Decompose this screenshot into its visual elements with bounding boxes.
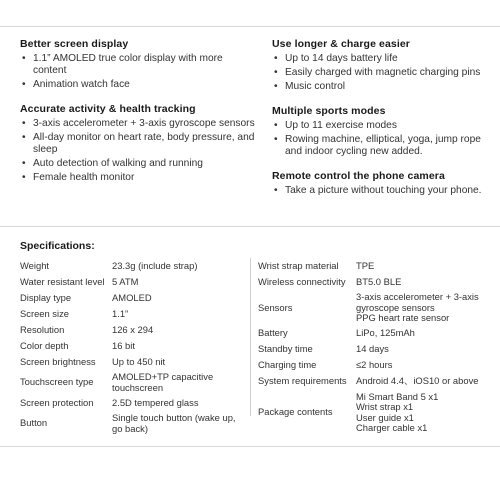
spec-row (258, 374, 494, 390)
specifications-table-right (258, 258, 494, 436)
spec-row (258, 274, 494, 290)
feature-item: • All-day monitor on heart rate, body pressure, and sleep (20, 132, 255, 156)
feature-list (20, 118, 255, 184)
spec-row (258, 390, 494, 436)
bottom-divider (0, 446, 500, 447)
feature-item: • Up to 14 days battery life (272, 53, 494, 65)
feature-item: • Auto detection of walking and running (20, 158, 255, 170)
column-divider (250, 258, 251, 416)
spec-value: Up to 450 nit (112, 355, 166, 367)
spec-value: BT5.0 BLE (356, 275, 402, 287)
spec-value: AMOLED (112, 291, 152, 303)
spec-label: Wrist strap material (258, 259, 339, 271)
spec-row (20, 370, 248, 395)
feature-item: • 3-axis accelerometer + 3-axis gyroscope sensors (20, 118, 255, 130)
spec-label: Screen brightness (20, 355, 96, 367)
spec-value: 14 days (356, 343, 389, 355)
feature-list (272, 185, 494, 197)
spec-value: 3-axis accelerometer + 3-axis gyroscope sensors PPG heart rate sensor (356, 291, 479, 323)
feature-title: Accurate activity & health tracking (20, 103, 196, 115)
spec-row (20, 354, 248, 370)
spec-value: LiPo, 125mAh (356, 327, 415, 339)
spec-row (258, 326, 494, 342)
spec-label: Screen size (20, 307, 69, 319)
spec-value: 5 ATM (112, 275, 139, 287)
spec-value: Mi Smart Band 5 x1 Wrist strap x1 User guide x1 Charger cable x1 (356, 390, 439, 433)
spec-value: ≤2 hours (356, 359, 393, 371)
top-divider (0, 26, 500, 27)
spec-label: Package contents (258, 406, 333, 418)
feature-title: Better screen display (20, 38, 129, 50)
feature-item: • Animation watch face (20, 79, 255, 91)
spec-label: System requirements (258, 375, 347, 387)
spec-row (20, 306, 248, 322)
spec-label: Weight (20, 259, 50, 271)
spec-label: Button (20, 417, 48, 429)
feature-list (272, 53, 494, 93)
spec-row (20, 395, 248, 411)
spec-label: Touchscreen type (20, 376, 94, 388)
feature-item: • 1.1” AMOLED true color display with more content (20, 53, 255, 77)
spec-value: 23.3g (include strap) (112, 259, 198, 271)
feature-item: • Take a picture without touching your phone. (272, 185, 494, 197)
specifications-title: Specifications: (20, 240, 95, 252)
feature-title: Remote control the phone camera (272, 170, 445, 182)
spec-row (258, 342, 494, 358)
spec-row (20, 322, 248, 338)
spec-label: Color depth (20, 339, 69, 351)
specifications-table-left (20, 258, 248, 436)
spec-row (20, 338, 248, 354)
feature-item: • Rowing machine, elliptical, yoga, jump rope and indoor cycling new added. (272, 134, 494, 158)
feature-section (272, 38, 494, 93)
spec-label: Display type (20, 291, 72, 303)
feature-section (272, 170, 494, 197)
feature-item: • Music control (272, 81, 494, 93)
feature-section (20, 103, 255, 184)
spec-row (258, 258, 494, 274)
spec-row (20, 258, 248, 274)
spec-label: Standby time (258, 343, 313, 355)
spec-row (258, 358, 494, 374)
feature-item: • Female health monitor (20, 172, 255, 184)
spec-value: 2.5D tempered glass (112, 396, 199, 408)
spec-value: Android 4.4、iOS10 or above (356, 375, 479, 387)
features-left-column (20, 38, 255, 196)
feature-item: • Easily charged with magnetic charging pins (272, 67, 494, 79)
spec-label: Screen protection (20, 396, 94, 408)
spec-row (20, 411, 248, 436)
spec-row (20, 290, 248, 306)
spec-value: 126 x 294 (112, 323, 154, 335)
feature-title: Use longer & charge easier (272, 38, 410, 50)
feature-list (20, 53, 255, 91)
feature-list (272, 120, 494, 158)
feature-title: Multiple sports modes (272, 105, 386, 117)
spec-label: Sensors (258, 301, 293, 313)
spec-row (258, 290, 494, 326)
spec-label: Wireless connectivity (258, 275, 346, 287)
spec-value: Single touch button (wake up, go back) (112, 412, 236, 434)
spec-label: Battery (258, 327, 288, 339)
spec-value: 16 bit (112, 339, 135, 351)
spec-label: Resolution (20, 323, 65, 335)
feature-section (272, 105, 494, 158)
spec-label: Water resistant level (20, 275, 105, 287)
spec-row (20, 274, 248, 290)
spec-value: AMOLED+TP capacitive touchscreen (112, 371, 214, 393)
spec-value: 1.1” (112, 307, 129, 319)
section-divider (0, 226, 500, 227)
spec-value: TPE (356, 259, 375, 271)
features-right-column (272, 38, 494, 209)
spec-label: Charging time (258, 359, 317, 371)
feature-section (20, 38, 255, 91)
feature-item: • Up to 11 exercise modes (272, 120, 494, 132)
